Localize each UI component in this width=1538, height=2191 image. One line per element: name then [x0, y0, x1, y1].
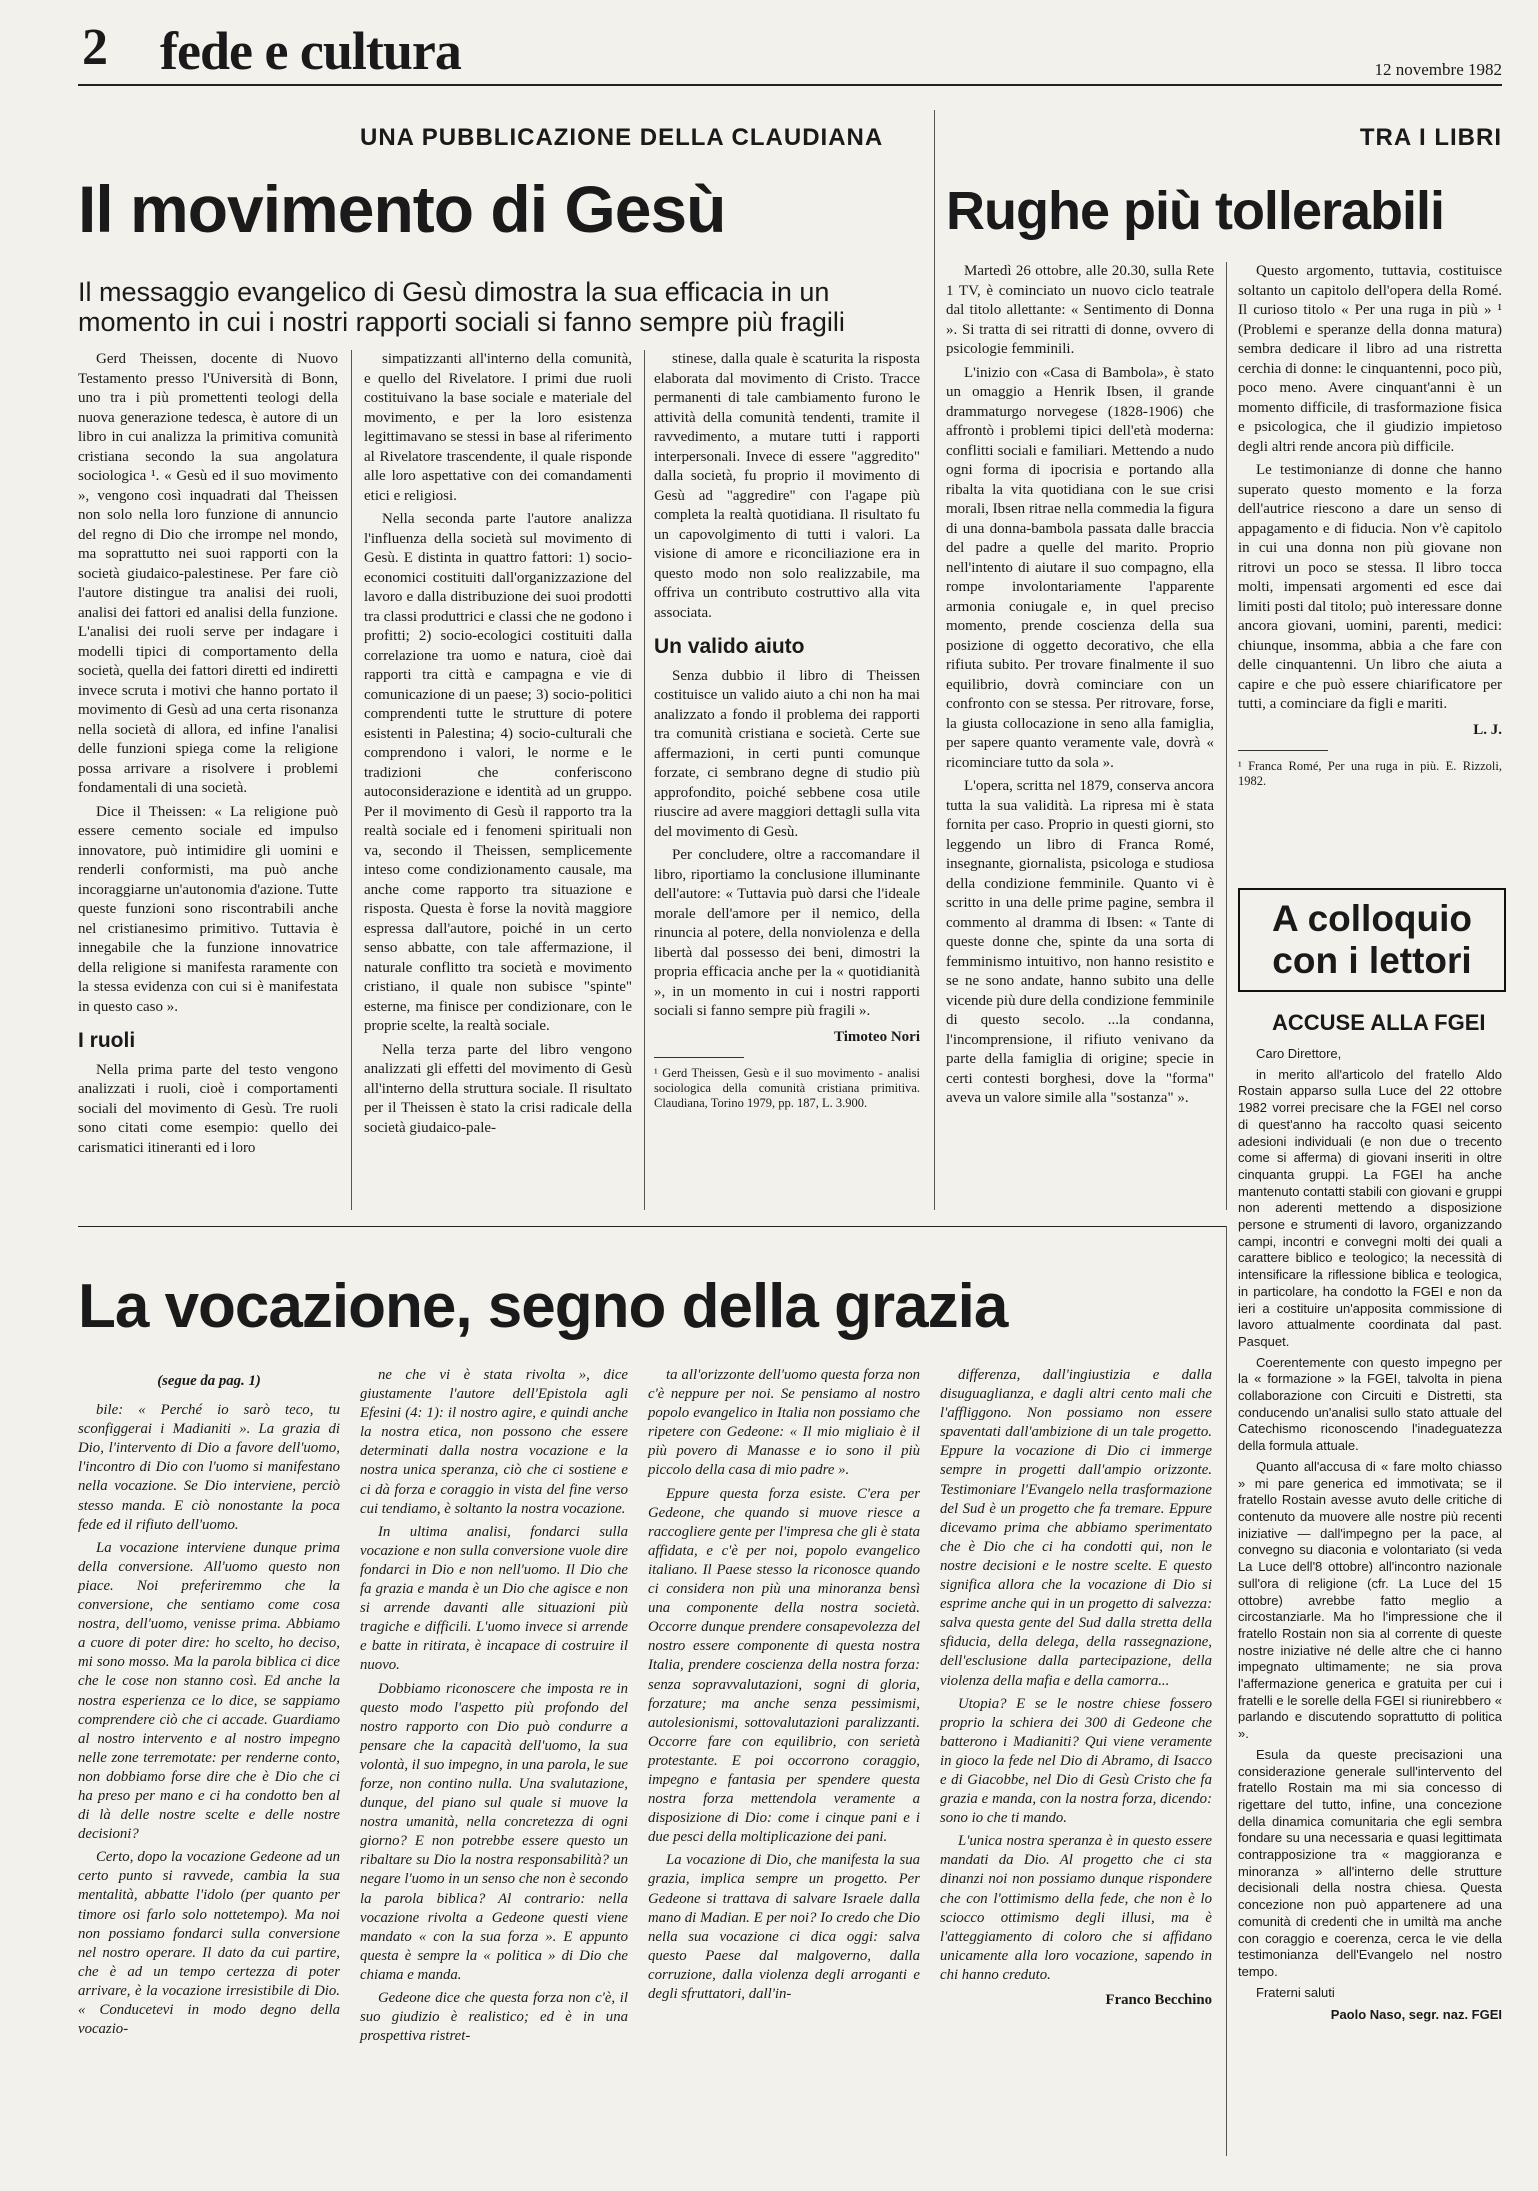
column-divider — [351, 350, 352, 1210]
paragraph: Nella seconda parte l'autore analizza l'influenza della società sul movimento di Gesù. E distinta in quattro fattori: 1) socio-economici costituiti dall'organizzazione del lavoro e dalla distribuzione dei suoi prodotti tra classi produttrici e classi che ne godono i profitti; 2) socio-ecologici costituiti dalla correlazione tra uomo e natura, cioè dai rapporti tra città e campagna e vie di comunicazione di un paese; 3) socio-politici comprendenti tutte le strutture di potere esistenti in Palestina; 4) socio-culturali che comprendono i valori, le norme e le tradizioni che conferiscono autoconsiderazione e identità ad un gruppo. Per il movimento di Gesù il rapporto tra la realtà sociale ed i fenomeni spirituali non va, secondo il Theissen, semplicemente inteso come condizionamento causale, ma anche come rapporto tra situazione e risposta. Questa è forse la novità maggiore espressa dall'autore, poiché in un certo senso abbatte, con tale affermazione, il naturale conflitto tra società e movimento cristiano, il quale non subisce "spinte" esterne, ma finisce per condizionare, con le proprie scelte, la realtà sociale. — [364, 511, 632, 1034]
paragraph: Gedeone dice che questa forza non c'è, il suo giudizio è realistico; ed è in una prospettiva ristret- — [360, 1990, 628, 2045]
paragraph: ta all'orizzonte dell'uomo questa forza non c'è neppure per noi. Se pensiamo al nostro popolo evangelico in Italia non possiamo che ripetere con Gedeone: « Il mio migliaio è il più povero di Manasse e io sono il più piccolo della casa di mio padre ». — [648, 1367, 920, 1479]
vocazione-column-1 — [78, 1366, 340, 2043]
paragraph: Nella prima parte del testo vengono analizzati i ruoli, cioè i comportamenti sociali del movimento di Gesù. Tre ruoli sono citati come esempio: quello dei carismatici itineranti ed i loro — [78, 1061, 338, 1156]
section-divider — [934, 110, 935, 1210]
footnote: ¹ Gerd Theissen, Gesù e il suo movimento - analisi sociologica della comunità cristiana primitiva. Claudiana, Torino 1979, pp. 187, L. 3.900. — [654, 1066, 920, 1110]
paragraph: In ultima analisi, fondarci sulla vocazione e non sulla conversione vuole dire fondarci in Dio e non nell'uomo. Il Dio che fa grazia e manda è un Dio che agisce e non si arrende davanti alle situazioni più tragiche e difficili. L'uomo invece si arrende e batte in ritirata, è incapace di costruire il nuovo. — [360, 1523, 628, 1674]
paragraph: Le testimonianze di donne che hanno superato questo momento e la forza dell'autrice riescono a dare un senso di appagamento e di fiducia. Non v'è capitolo in cui una donna non più giovane non ritrovi un poco se stessa. Il libro tocca molti, impensati argomenti ed esce dai limiti posti dal titolo; può interessare donne ancora giovani, uomini, parenti, medici: chiunque, insomma, abbia a che fare con delle cinquantenni. Un libro che aiuta a capire e che può essere chiarificatore per tutti, a cominciare da figli e mariti. — [1238, 462, 1502, 712]
paragraph: Quanto all'accusa di « fare molto chiasso » mi pare generica ed immotivata; se il fratello Rostain avesse avuto delle critiche di contenuto da muovere alle nostre più recenti iniziative — dall'impegno per la pace, al convegno su diaconia e volontariato (si veda La Luce dell'8 ottobre) all'incontro nazionale sull'ora di religione (cfr. La Luce del 15 ottobre) avrebbe fatto meglio a circostanziarle. Ma ho l'impressione che il fratello Rostain non sia al corrente di queste nostre iniziative né delle altre che ci hanno impegnato ultimamente; ne sia prova l'affermazione generica e gratuita per cui i fratelli e le sorelle della FGEI si riunirebbero « parlando e discutendo soprattutto di politica ». — [1238, 1458, 1502, 1742]
paragraph: Utopia? E se le nostre chiese fossero proprio la schiera dei 300 di Gedeone che batterono i Madianiti? Qui viene veramente in gioco la fede nel Dio di Abramo, di Isacco e di Giacobbe, nel Dio di Gesù Cristo che fa grazia e manda, con la nostra forza, dicendo: sono io che ti mando. — [940, 1695, 1212, 1827]
movimento-column-2 — [364, 350, 632, 1142]
footnote-rule — [654, 1057, 744, 1058]
kicker-claudiana: UNA PUBBLICAZIONE DELLA CLAUDIANA — [360, 124, 884, 151]
paragraph: Nella terza parte del libro vengono analizzati gli effetti del movimento di Gesù all'interno della struttura sociale. Il risultato per il Theissen è stato la crisi radicale della società giudaico-pale- — [364, 1041, 632, 1136]
kicker-tra-i-libri: TRA I LIBRI — [1359, 124, 1502, 151]
paragraph: in merito all'articolo del fratello Aldo Rostain apparso sulla Luce del 22 ottobre 1982 vorrei precisare che la FGEI nel corso di quest'anno ha raccolto quasi seicento adesioni individuali (e non due o trecento come si afferma) di giovani inseriti in oltre cinquanta gruppi. La FGEI ha anche mantenuto contatti stabili con giovani e gruppi non aderenti mettendo a disposizione persone e strumenti di lavoro, organizzando campi, incontri e convegni molti dei quali a carattere biblico e teologico; la necessità di intensificare la riflessione biblica e teologica, in particolare, ha condotto la FGEI e non da ieri a costituire un'apposita commissione di lavoro attualmente coordinata dal past. Pasquet. — [1238, 1066, 1502, 1349]
paragraph: L'unica nostra speranza è in questo essere mandati da Dio. Al progetto che ci sta dinanzi noi non possiamo dunque rispondere che con l'ottimismo della fede, che non è lo sciocco ottimismo degli illusi, ma è l'atteggiamento di coloro che si affidano unicamente alla loro vocazione, sapendo in chi hanno creduto. — [940, 1833, 1212, 1983]
author-signature: Franco Becchino — [1105, 1992, 1212, 2008]
headline-rughe: Rughe più tollerabili — [946, 181, 1445, 241]
paragraph: L'inizio con «Casa di Bambola», è stato un omaggio a Henrik Ibsen, il grande drammaturgo norvegese (1828-1906) che affrontò i problemi tipici dell'età moderna: conflitti sociali e familiari. Mettendo a nudo ogni forma di ipocrisia e portando alla ribalta la vita quotidiana con le sue crisi morali, Ibsen ritrae nella commedia la figura di una donna-bambola passata dalle braccia del padre a quelle del marito. Proprio nell'intento di aiutare il suo compagno, ella rompe involontariamente l'apparente armonia coniugale e, in quel preciso momento, prende coscienza della sua posizione di oggetto decorativo, che ella rifiuta subito. Per trovare finalmente il suo equilibrio, dovrà cominciare con un confronto con se stessa. Per ritrovare, forse, la giusta collocazione in seno alla famiglia, per sapere quanto veramente vale, dovrà « ricominciare tutto da sola ». — [946, 364, 1214, 771]
subhead-movimento: Il messaggio evangelico di Gesù dimostra la sua efficacia in un momento in cui i nostri rapporti sociali si fanno sempre più fragili — [78, 277, 845, 337]
column-divider — [1226, 1226, 1227, 2156]
paragraph: Gerd Theissen, docente di Nuovo Testamento presso l'Università di Bonn, uno tra i più promettenti teologi della nuova generazione tedesca, è autore di un libro in cui analizza la primitiva comunità cristiana secondo la sua angolatura sociologica ¹. « Gesù ed il suo movimento », vengono così inquadrati dal Theissen non solo nella loro funzione di annuncio del regno di Dio che irrompe nel mondo, ma soprattutto nei suoi rapporti con la società giudaico-palestinese. Per fare ciò l'autore distingue tra analisi dei ruoli, analisi dei fattori ed analisi della funzione. L'analisi dei ruoli serve per indagare i modelli tipici di comportamento della società, quella dei fattori diretti ed indiretti invece scruta i motivi che hanno portato il movimento di Gesù ad una certa risonanza nella società di allora, ed infine l'analisi delle funzioni spiega come la religione possa arrivare a risolvere i problemi fondamentali di una società. — [78, 351, 338, 796]
paragraph: ne che vi è stata rivolta », dice giustamente l'autore dell'Epistola agli Efesini (4: 1): il nostro agire, e quindi anche la nostra etica, non possono che essere determinati dalla nostra vocazione e la nostra unica speranza, ciò che ci sostiene e ci dà forza e coraggio in vista del fine verso cui tendiamo, è soltanto la nostra vocazione. — [360, 1367, 628, 1517]
paragraph: Dobbiamo riconoscere che imposta re in questo modo l'aspetto più profondo del nostro rapporto con Dio può condurre a pensare che la capacità dell'uomo, la sua volontà, il suo impegno, in una parola, le sue forze, non contino nulla. Una svalutazione, dunque, del piano sul quale si muove la nostra umanità, nella concretezza di ogni giorno? E non potrebbe essere questo un ribaltare su Dio la nostra responsabilità? un negare l'uomo in un senso che non è secondo la parola biblica? Al contrario: nella vocazione rivolta a Gedeone questi viene mandato « con la sua forza ». E appunto questa è sempre la « politica » di Dio che chiama e manda. — [360, 1680, 628, 1983]
footnote: ¹ Franca Romé, Per una ruga in più. E. Rizzoli, 1982. — [1238, 759, 1502, 788]
movimento-column-1 — [78, 350, 338, 1162]
issue-date: 12 novembre 1982 — [1374, 60, 1502, 79]
headline-vocazione: La vocazione, segno della grazia — [78, 1272, 1008, 1341]
paragraph: bile: « Perché io sarò teco, tu sconfiggerai i Madianiti ». La grazia di Dio, l'intervento di Dio a favore dell'uomo, l'incontro di Dio con l'uomo si manifestano nella vocazione. Se Dio interviene, perciò stesso manda. E ciò nonostante la poca fede ed il rifiuto dell'uomo. — [78, 1402, 340, 1533]
footnote-rule — [1238, 750, 1328, 751]
paragraph: Dice il Theissen: « La religione può essere cemento sociale ed impulso innovatore, può intimidire gli uomini e renderli conformisti, ma può anche incoraggiarne un'autonomia d'azione. Tutte queste funzioni sono riscontrabili anche nel cristianesimo primitivo. Tuttavia è innegabile che la funzione innovatrice della religione si manifesta raramente con la stessa evidenza con cui si è manifestata in questo caso ». — [78, 803, 338, 1015]
letter-signature: Paolo Naso, segr. naz. FGEI — [1330, 2007, 1502, 2023]
section-title: fede e cultura — [160, 21, 461, 81]
masthead-rule — [78, 84, 1502, 86]
paragraph: Per concludere, oltre a raccomandare il libro, riportiamo la conclusione illuminante dell'autore: « Tuttavia può darsi che l'ideale morale dell'amore per il nemico, della rinuncia al potere, della nonviolenza e della libertà dal possesso dei beni, dimostri la propria efficacia anche per la « quotidianità », in un momento in cui i nostri rapporti sociali si fanno sempre più fragili ». — [654, 847, 920, 1019]
author-signature: L. J. — [1473, 721, 1502, 738]
paragraph: Questo argomento, tuttavia, costituisce soltanto un capitolo dell'opera della Romé. Il curioso titolo « Per una ruga in più » ¹ (Problemi e speranze della donna matura) sembra dedicare il libro ad una ristretta cerchia di donne: le cinquantenni, poco più, poco meno. Avere cinquant'anni è un momento difficile, di trasformazione fisica e psicologica, che il giudizio impietoso degli altri rende ancora più difficile. — [1238, 263, 1502, 455]
paragraph: Esula da queste precisazioni una considerazione generale sull'intervento del fratello Rostain ma mi sia concesso di rigettare del tutto, infine, una concezione della dinamica comunitaria che egli sembra fondare su una necessaria e quasi legittimata contrapposizione tra « maggioranza e minoranza » all'interno delle strutture decisionali della nostra chiesa. Questa concezione non può appartenere ad una comunità di credenti che in umiltà ma anche con coraggio e coerenza, cerca le vie della testimonianza dell'Evangelo nel nostro tempo. — [1238, 1746, 1502, 1979]
paragraph: La vocazione interviene dunque prima della conversione. All'uomo questo non piace. Noi preferiremmo che la conversione, che sentiamo come cosa nostra, dell'uomo, venisse prima. Abbiamo a cuore di poter dire: ho scelto, ho deciso, mi sono mosso. Ma la parola biblica ci dice che le cose non stanno così. Ed anche la nostra esperienza ce lo dice, se sappiamo comprendere ciò che ci accade. Guardiamo al nostro intervento e al nostro impegno nelle zone terremotate: per renderne conto, non dobbiamo forse dire che è Dio che ci ha preso per mano e ci ha condotto ben al di là delle nostre scelte e delle nostre decisioni? — [78, 1539, 340, 1843]
continued-note: (segue da pag. 1) — [157, 1373, 261, 1389]
paragraph: La vocazione di Dio, che manifesta la sua grazia, implica sempre un progetto. Per Gedeone si trattava di salvare Israele dalla mano di Madian. E per noi? Io credo che Dio nella sua vocazione ci dica oggi: salva questo Paese dal malgoverno, dalla corruzione, dalla violenza degli arroganti e degli sfruttatori, dall'in- — [648, 1852, 920, 2002]
closing: Fraterni saluti — [1256, 1984, 1335, 2000]
paragraph: Senza dubbio il libro di Theissen costituisce un valido aiuto a chi non ha mai analizzato a fondo il problema dei rapporti tra comunità cristiana e società. Certe sue affermazioni, in certi punti comunque forzate, ci sembrano degne di studio più approfondito, poiché sebbene cosa utile riuscire ad avere maggiori dettagli sulla vita del movimento di Gesù. — [654, 667, 920, 840]
rughe-column-1 — [946, 262, 1214, 1113]
paragraph: L'opera, scritta nel 1879, conserva ancora tutta la sua validità. La ripresa mi è stata fornita per caso. Proprio in questi giorni, sto leggendo un libro di Franca Romé, insegnante, giornalista, psicologa e studiosa della condizione femminile. Quanto vi è scritto in una delle prime pagine, sembra il commento al dramma di Ibsen: « Tante di queste donne che, spinte da una sorta di femminismo intuitivo, non hanno resistito e se ne sono andate, hanno subito una delle vicende più dure della condizione femminile di questo secolo. ...la condanna, l'incomprensione, il rifiuto venivano da parte della famiglia di origine; specie in certi contesti borghesi, dove la "forma" aveva un valore simile alla "sostanza" ». — [946, 778, 1214, 1106]
rughe-column-2 — [1238, 262, 1502, 793]
paragraph: stinese, dalla quale è scaturita la risposta elaborata dal movimento di Cristo. Tracce permanenti di tale cambiamento furono le attività della comunità tendenti, tramite il ravvedimento, a mutare tutti i rapporti interpersonali. Invece di essere "aggredito" dalla società, fu proprio il movimento di Gesù ad "aggredire" con l'agape più completa la realtà quotidiana. Il risultato fu un capovolgimento di tutti i valori. La visione di amore e riconciliazione era in questo modo non solo realizzabile, ma offriva un contributo costruttivo alla vita associata. — [654, 351, 920, 621]
colloquio-title: A colloquio con i lettori — [1271, 898, 1473, 981]
column-divider — [1226, 262, 1227, 1210]
vocazione-column-2 — [360, 1366, 628, 2050]
paragraph: Certo, dopo la vocazione Gedeone ad un certo punto si ravvede, cambia la sua mentalità, abbatte l'idolo (per quanto per timore osi farlo solo nottetempo). Ma noi non possiamo fondarci sulla conversione nel nostro operare. Il dato da cui partire, che è ad un tempo certezza di poter arrivare, è la vocazione irresistibile di Dio. « Conducetevi in modo degno della vocazio- — [78, 1849, 340, 2038]
vocazione-column-3 — [648, 1366, 920, 2008]
paragraph: Eppure questa forza esiste. C'era per Gedeone, che quando si muove riesce a raccogliere gente per l'impresa che gli è stata affidata, e c'è per noi, popolo evangelico italiano. Il Paese stesso la riconosce quando ci considera non più una minoranza bensì una componente della nostra società. Occorre dunque prendere consapevolezza del nostro essere componente di questa nostra Italia, prendere coscienza della nostra forza: senza sopravvalutazioni, sogni di gloria, forzature; ma anche senza pessimismi, autolesionismi, sottovalutazioni paralizzanti. Occorre fare con equilibrio, con serietà protestante. E poi occorrono coraggio, impegno e fantasia per spendere questa nostra forza mettendola veramente a disposizione di Dio: come i cinque pani e i due pesci della moltiplicazione dei pani. — [648, 1485, 920, 1846]
vocazione-column-4 — [940, 1366, 1212, 2014]
paragraph: differenza, dall'ingiustizia e dalla disuguaglianza, e dagli altri cento mali che l'affliggono. Non possiamo non essere spaventati dall'ambizione di un tale progetto. Eppure la vocazione di Dio ci immerge sempre in progetti dall'ampio orizzonte. Testimoniare l'Evangelo nella trasformazione del Sud è un progetto che fa tremare. Eppure dicevamo prima che abbiamo sperimentato che è Dio che ci ha condotti qui, non le nostre decisioni e le nostre scelte. E questo significa allora che la vocazione di Dio si esprime anche qui in un progetto di salvezza: salva questa gente del Sud dalla stretta della sfiducia, della delega, della rassegnazione, dell'esclusione dalla partecipazione, della violenza della mafia e della camorra... — [940, 1367, 1212, 1689]
paragraph: Martedì 26 ottobre, alle 20.30, sulla Rete 1 TV, è cominciato un nuovo ciclo teatrale dal titolo allettante: « Sentimento di Donna ». Si tratta di sei ritratti di donne, ovvero di psicologie femminili. — [946, 263, 1214, 357]
paragraph: simpatizzanti all'interno della comunità, e quello del Rivelatore. I primi due ruoli costituivano la base sociale e materiale del movimento, e per la loro esistenza legittimavano se stessi in base al riferimento al Rivelatore trascendente, il quale risponde alle loro aspettative con dei comandamenti etici e religiosi. — [364, 351, 632, 504]
letters-column — [1238, 1046, 1502, 2028]
colloquio-box — [1238, 888, 1506, 992]
heading-valido-aiuto: Un valido aiuto — [654, 635, 805, 658]
movimento-column-3 — [654, 350, 920, 1115]
section-rule — [78, 1226, 1226, 1227]
page-number: 2 — [82, 19, 108, 76]
author-signature: Timoteo Nori — [834, 1028, 920, 1045]
letters-heading: ACCUSE ALLA FGEI — [1272, 1010, 1486, 1035]
column-divider — [644, 350, 645, 1210]
heading-ruoli: I ruoli — [78, 1029, 136, 1052]
paragraph: Coerentemente con questo impegno per la « formazione » la FGEI, talvolta in piena collaborazione con Circuiti e Distretti, sta conducendo un'analisi sullo stato attuale del Catechismo riconoscendo l'inadeguatezza della formula attuale. — [1238, 1354, 1502, 1454]
salutation: Caro Direttore, — [1256, 1046, 1342, 1061]
headline-movimento: Il movimento di Gesù — [78, 172, 726, 246]
